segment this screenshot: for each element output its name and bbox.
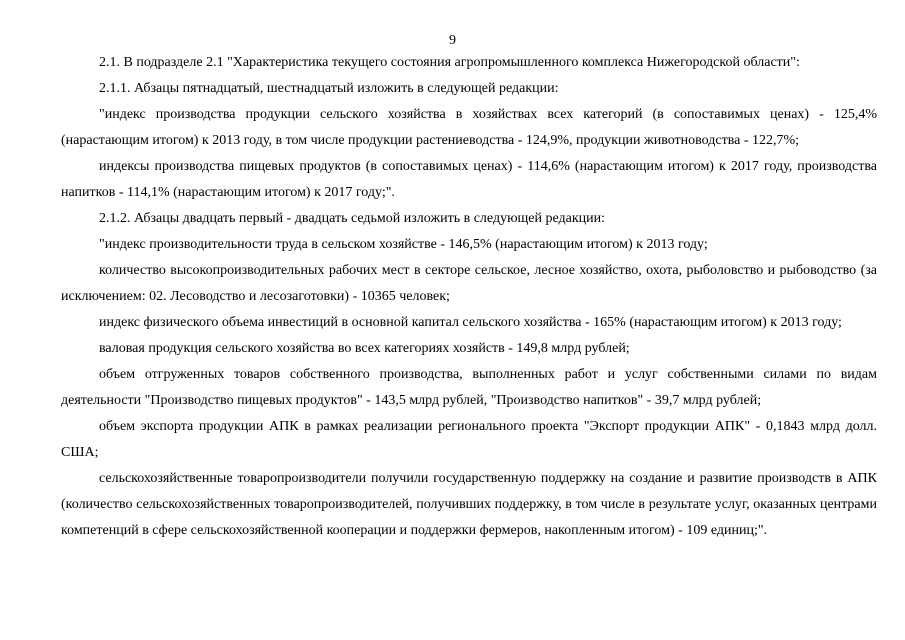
document-body bbox=[61, 50, 877, 544]
paragraph-high-productivity-jobs: количество высокопроизводительных рабочих мест в секторе сельское, лесное хозяйство, охота, рыболовство и рыбоводство (за исключением: 02. Лесоводство и лесозаготовки) - 10365 человек; bbox=[61, 263, 877, 304]
paragraph-clause-2-1-1: 2.1.1. Абзацы пятнадцатый, шестнадцатый изложить в следующей редакции: bbox=[99, 81, 559, 96]
paragraph-gross-output: валовая продукция сельского хозяйства во всех категориях хозяйств - 149,8 млрд рублей; bbox=[99, 341, 630, 356]
paragraph-export-volume: объем экспорта продукции АПК в рамках реализации регионального проекта "Экспорт продукции АПК" - 0,1843 млрд долл. США; bbox=[61, 419, 877, 460]
paragraph-food-index: индексы производства пищевых продуктов (в сопоставимых ценах) - 114,6% (нарастающим итогом) к 2017 году, производства напитков - 114,1% (нарастающим итогом) к 2017 году;". bbox=[61, 159, 877, 200]
paragraph-production-index: "индекс производства продукции сельского хозяйства в хозяйствах всех категорий (в сопоставимых ценах) - 125,4% (нарастающим итогом) к 2013 году, в том числе продукции растениеводства - 124,9%, продукции животноводства - 122,7%; bbox=[61, 107, 877, 148]
paragraph-shipped-goods: объем отгруженных товаров собственного производства, выполненных работ и услуг собственными силами по видам деятельности "Производство пищевых продуктов" - 143,5 млрд рублей, "Производство напитков" - 39,7 млрд рублей; bbox=[61, 367, 877, 408]
paragraph-state-support: сельскохозяйственные товаропроизводители получили государственную поддержку на создание и развитие производств в АПК (количество сельскохозяйственных товаропроизводителей, получивших поддержку, в том числе в результате услуг, оказанных центрами компетенций в сфере сельскохозяйственной кооперации и поддержки фермеров, накопленным итогом) - 109 единиц;". bbox=[61, 471, 877, 538]
paragraph-investment-index: индекс физического объема инвестиций в основной капитал сельского хозяйства - 165% (нарастающим итогом) к 2013 году; bbox=[99, 315, 842, 330]
paragraph-clause-2-1-2: 2.1.2. Абзацы двадцать первый - двадцать седьмой изложить в следующей редакции: bbox=[99, 211, 606, 226]
page-number: 9 bbox=[449, 33, 456, 48]
paragraph-labor-productivity: "индекс производительности труда в сельском хозяйстве - 146,5% (нарастающим итогом) к 2013 году; bbox=[99, 237, 708, 252]
paragraph-subsection-intro: 2.1. В подразделе 2.1 "Характеристика текущего состояния агропромышленного комплекса Нижегородской области": bbox=[99, 55, 800, 70]
